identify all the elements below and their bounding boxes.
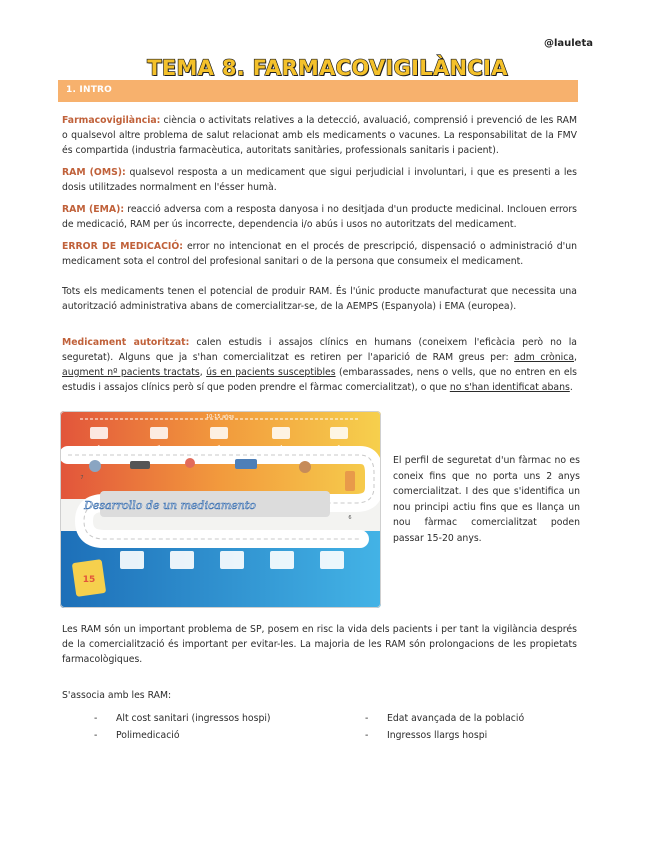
scientist-figure <box>89 460 101 472</box>
text-segment: calen estudis i assajos clínics en humans (coneixem l'eficàcia però no la seguretat). Alguns que ja s'han comercialitzat es retiren per l'aparició de RAM greus per: <box>62 337 577 363</box>
stage-box <box>170 551 194 569</box>
list-dash: - <box>94 730 98 741</box>
text-segment: (embarassades, nens o vells, que no entren en els estudis i assajos clínics però sí que poden prendre el fàrmac comercialitzat), o que <box>62 367 577 393</box>
author-handle: @lauleta <box>543 38 593 49</box>
list-item-text: Polimedicació <box>116 730 180 741</box>
definition-error-medicacio: error no intencionat en el procés de prescripció, dispensació o administració d'un medicament sota el control del profesional sanitari o de la persona que consumeix el medicament. <box>62 241 577 267</box>
paragraph-ram-salut-publica: Les RAM són un important problema de SP, posem en risc la vida dels pacients i per tant la vigilància després de la comercialització és important per evitar-les. La majoria de les RAM són prolongacions de les propietats farmacològiques. <box>62 624 577 665</box>
stage-number: 11 <box>278 543 286 549</box>
stage-box <box>320 551 344 569</box>
paragraph-tots-medicaments: Tots els medicaments tenen el potencial de produir RAM. És l'únic producte manufacturat que necessita una autorització administrativa abans de comercialitzar-se, de la AEMPS (Espanyola) i EMA (europea). <box>62 286 577 312</box>
association-list-left <box>94 710 271 744</box>
stage-number: 10 <box>228 543 236 549</box>
paragraph-medicament-autoritzat <box>62 335 577 395</box>
list-item <box>94 710 271 727</box>
page-title: TEMA 8. FARMACOVIGILÀNCIA <box>147 56 508 80</box>
stage-number: 5 <box>337 445 341 451</box>
list-item-text: Edat avançada de la població <box>387 713 525 724</box>
timeline-label: 10-15 años <box>205 414 235 420</box>
stage-box <box>330 427 348 439</box>
definition-farmacovigilancia: ciència o activitats relatives a la detecció, avaluació, comprensió i prevenció de les RAM o qualsevol altre problema de salut relacionat amb els medicaments o vacunes. La responsabilitat de la FMV és compartida (industria farmacèutica, autoritats sanitàries, professionals sanitaris i pacient). <box>62 115 577 156</box>
definition-ram-oms: qualsevol resposta a un medicament que sigui perjudicial i involuntari, i que es presenti a les dosis utilitzades normalment en l'ésser humà. <box>62 167 577 193</box>
text-segment: . <box>569 382 573 393</box>
stage-box <box>90 427 108 439</box>
stage-number: 1 <box>97 445 101 451</box>
paragraph-farmacovigilancia <box>62 113 577 158</box>
association-list-right <box>365 710 524 744</box>
paragraph-error-medicacio <box>62 239 577 269</box>
stage-box <box>150 427 168 439</box>
text-separator: , <box>574 352 577 363</box>
stage-number: 6 <box>348 515 352 521</box>
microscope-figure <box>130 461 150 469</box>
list-item <box>365 710 524 727</box>
patient-figure <box>345 471 355 491</box>
stage-number: 7 <box>80 475 84 481</box>
paragraph-ram-ema <box>62 202 577 232</box>
term-ram-oms: RAM (OMS): <box>62 167 126 178</box>
lab-equipment-figure <box>235 459 257 469</box>
paragraph-ram-oms <box>62 165 577 195</box>
term-error-medicacio: ERROR DE MEDICACIÓ: <box>62 241 183 252</box>
term-farmacovigilancia: Farmacovigilància: <box>62 115 161 126</box>
list-item-text: Ingressos llargs hospi <box>387 730 488 741</box>
stage-number: 9 <box>180 543 184 549</box>
stage-number: 2 <box>157 445 161 451</box>
infographic-caption: Desarrollo de un medicamento <box>84 499 256 512</box>
human-figure <box>299 461 311 473</box>
stage-box <box>210 427 228 439</box>
reason-no-identificat: no s'han identificat abans <box>449 382 570 393</box>
stage-box <box>270 551 294 569</box>
list-item-text: Alt cost sanitari (ingressos hospi) <box>116 713 271 724</box>
text-separator: , <box>199 367 207 378</box>
lab-figure <box>185 458 195 468</box>
list-dash: - <box>365 713 369 724</box>
stage-number: 3 <box>217 445 221 451</box>
definition-ram-ema: reacció adversa com a resposta danyosa i no desitjada d'un producte medicinal. Inclouen errors de medicació, RAM per ús incorrecte, dependencia i/o abús i usos no autoritzats del medicament. <box>62 204 577 230</box>
stage-number: 4 <box>279 445 283 451</box>
reason-pacients-susceptibles: ús en pacients susceptibles <box>206 367 336 378</box>
stage-box <box>120 551 144 569</box>
stage-number: 12 <box>328 543 336 549</box>
list-item <box>94 727 271 744</box>
stage-box <box>272 427 290 439</box>
section-header <box>58 80 578 102</box>
infographic-svg <box>60 411 381 608</box>
stage-number: 8 <box>130 543 134 549</box>
list-dash: - <box>365 730 369 741</box>
paragraph-associa: S'associa amb les RAM: <box>62 690 172 701</box>
paragraph-perfil-seguretat: El perfil de seguretat d'un fàrmac no es coneix fins que no porta uns 2 anys comercialitzat. I des que s'identifica un nou principi actiu fins que es llança un nou fàrmac comercialitzat poden passar 15-20 anys. <box>393 455 580 544</box>
list-item <box>365 727 524 744</box>
term-ram-ema: RAM (EMA): <box>62 204 125 215</box>
stage-box <box>220 551 244 569</box>
section-label: 1. INTRO <box>66 85 113 95</box>
drug-development-infographic <box>60 411 381 608</box>
term-medicament-autoritzat: Medicament autoritzat: <box>62 337 190 348</box>
pill-badge <box>72 559 106 597</box>
reason-adm-cronica: adm crònica <box>514 352 575 363</box>
badge-number: 15 <box>82 575 96 585</box>
list-dash: - <box>94 713 98 724</box>
reason-augment-pacients: augment nº pacients tractats <box>62 367 200 378</box>
